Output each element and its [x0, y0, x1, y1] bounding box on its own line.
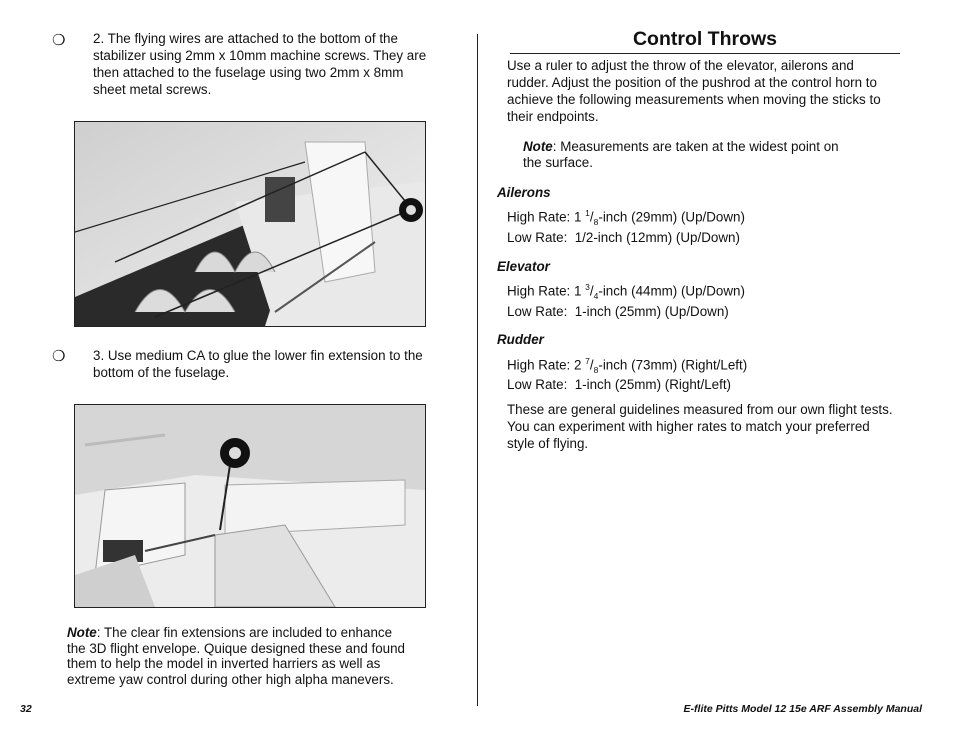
text-line: their endpoints.: [507, 109, 599, 124]
column-divider: [477, 34, 478, 706]
aileron-high-rate: High Rate: 1 $^1/_8$-inch (29mm) (Up/Down): [507, 208, 745, 228]
rate-suffix: -inch (44mm) (Up/Down): [598, 283, 745, 299]
rate-prefix: High Rate: 2: [507, 357, 586, 373]
note-text: : The clear fin extensions are included to enhance: [96, 625, 393, 640]
text-line: the surface.: [523, 154, 593, 170]
section-title-ailerons: Ailerons: [497, 185, 551, 200]
text-line: style of flying.: [507, 436, 589, 451]
manual-title: E-flite Pitts Model 12 15e ARF Assembly Manual: [683, 703, 922, 715]
text-line: them to help the model in inverted harriers as well as: [67, 656, 381, 671]
rate-suffix: -inch (73mm) (Right/Left): [598, 357, 748, 373]
right-note: [523, 139, 839, 170]
page-title: Control Throws: [632, 28, 778, 50]
photo-fin-extension-illustration: [75, 405, 425, 607]
elevator-low-rate: Low Rate: 1-inch (25mm) (Up/Down): [507, 304, 729, 319]
text-line: then attached to the fuselage using two 2mm x 8mm: [93, 65, 404, 80]
rudder-low-rate: Low Rate: 1-inch (25mm) (Right/Left): [507, 377, 731, 392]
text-line: sheet metal screws.: [93, 82, 212, 97]
fraction-numerator: 1: [585, 208, 590, 218]
text-line: 3. Use medium CA to glue the lower fin extension to the: [93, 348, 423, 363]
step-2-text: [93, 30, 426, 98]
fraction-numerator: 3: [585, 282, 590, 292]
left-note: [67, 625, 405, 687]
photo-fin-extension: [74, 404, 426, 608]
fraction-numerator: 7: [585, 356, 590, 366]
photo-flying-wires-illustration: [75, 122, 425, 326]
note-label: Note: [523, 139, 553, 154]
text-line: bottom of the fuselage.: [93, 365, 230, 380]
elevator-high-rate: High Rate: 1 $^3/_4$-inch (44mm) (Up/Down): [507, 282, 745, 302]
text-line: [523, 139, 839, 155]
rate-prefix: High Rate: 1: [507, 209, 586, 225]
closing-paragraph: [507, 401, 893, 452]
fraction-denominator: 4: [593, 291, 599, 302]
section-title-elevator: Elevator: [497, 259, 550, 274]
text-line: Use a ruler to adjust the throw of the elevator, ailerons and: [507, 58, 854, 73]
intro-paragraph: [507, 57, 881, 125]
text-line: These are general guidelines measured from our own flight tests.: [507, 402, 893, 417]
section-title-rudder: Rudder: [497, 332, 544, 347]
note-label: Note: [67, 625, 97, 640]
rudder-high-rate: High Rate: 2 $^7/_8$-inch (73mm) (Right/Left): [507, 356, 748, 376]
text-line: stabilizer using 2mm x 10mm machine screws. They are: [93, 48, 427, 63]
checkbox-bullet: ❍: [52, 32, 66, 49]
text-line: the 3D flight envelope. Quique designed these and found: [67, 640, 405, 656]
checkbox-bullet: ❍: [52, 348, 66, 365]
rate-prefix: High Rate: 1: [507, 283, 586, 299]
photo-flying-wires: [74, 121, 426, 327]
title-rule: [510, 53, 900, 54]
fraction-denominator: 8: [593, 365, 599, 376]
step-3-text: [93, 347, 423, 381]
text-line: [67, 625, 405, 641]
note-text: : Measurements are taken at the widest point on: [552, 139, 839, 154]
text-line: 2. The flying wires are attached to the bottom of the: [93, 31, 398, 46]
text-line: rudder. Adjust the position of the pushrod at the control horn to: [507, 75, 877, 90]
fraction-denominator: 8: [593, 217, 599, 228]
page-number: 32: [20, 703, 32, 715]
text-line: extreme yaw control during other high alpha manevers.: [67, 671, 394, 687]
rate-suffix: -inch (29mm) (Up/Down): [598, 209, 745, 225]
text-line: achieve the following measurements when moving the sticks to: [507, 92, 881, 107]
text-line: You can experiment with higher rates to match your preferred: [507, 419, 870, 434]
aileron-low-rate: Low Rate: 1/2-inch (12mm) (Up/Down): [507, 230, 740, 245]
